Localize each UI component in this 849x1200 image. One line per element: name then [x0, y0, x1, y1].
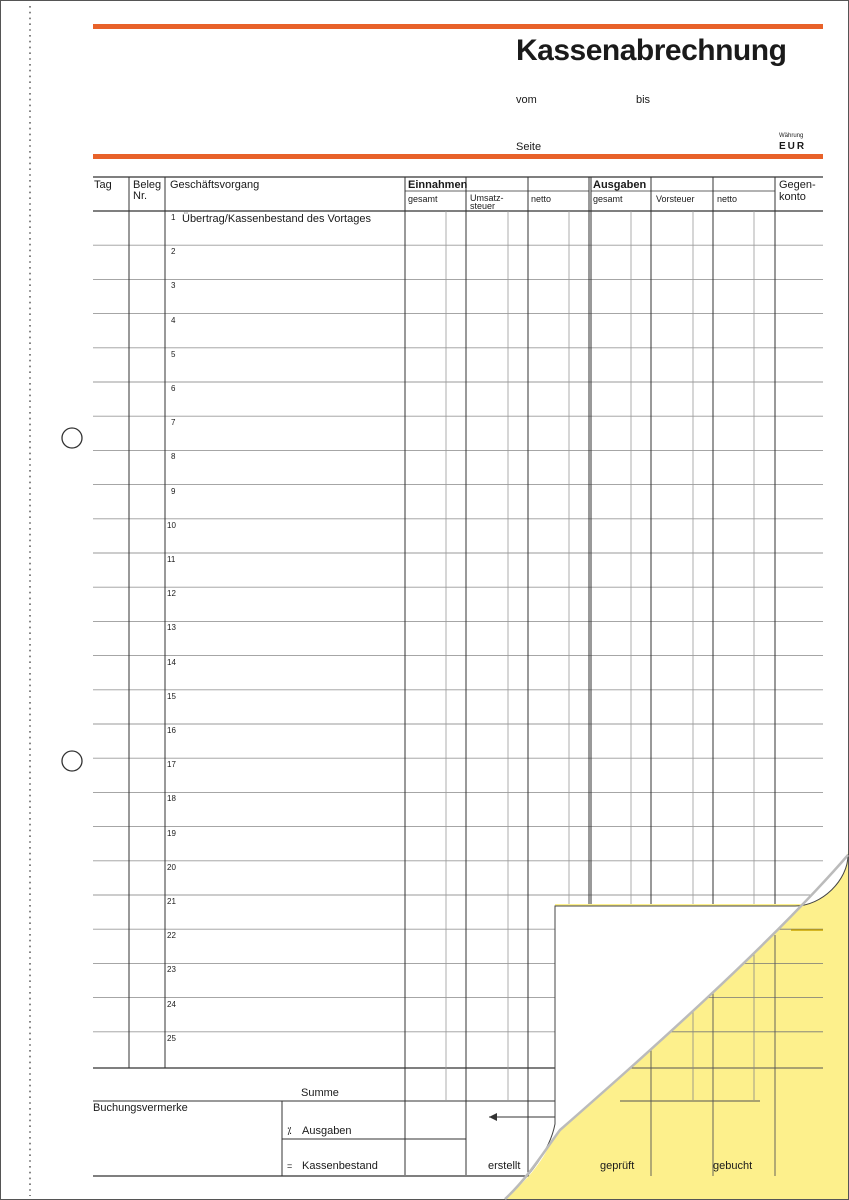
row-number: 13: [167, 623, 176, 633]
col-vorsteuer: Vorsteuer: [656, 194, 695, 204]
gebucht-label: gebucht: [713, 1160, 753, 1172]
row-number: 6: [171, 384, 176, 393]
summe-label: Summe: [301, 1087, 339, 1099]
row-number: 4: [171, 315, 176, 325]
waehrung-value: EUR: [779, 141, 807, 152]
row-number: 19: [167, 828, 176, 838]
col-ausgaben-netto: netto: [717, 194, 738, 204]
row-number: 12: [167, 589, 176, 599]
row-number: 1: [171, 213, 176, 222]
col-gegenkonto: Gegen-: [779, 179, 816, 191]
col-umsatzsteuer-2: steuer: [470, 201, 496, 211]
group-einnahmen: Einnahmen: [408, 179, 468, 191]
row-number: 18: [167, 794, 176, 804]
waehrung-label: Währung: [779, 133, 804, 139]
geprueft-label: geprüft: [600, 1160, 635, 1172]
row-number: 16: [167, 726, 176, 735]
col-umsatzsteuer: Umsatz-: [470, 193, 504, 203]
col-beleg-nr: Nr.: [133, 190, 148, 202]
row-number: 2: [171, 247, 176, 257]
row-number: 14: [167, 657, 176, 667]
erstellt-label: erstellt: [488, 1160, 521, 1172]
col-einnahmen-gesamt: gesamt: [408, 194, 438, 204]
col-geschaeftsvorgang: Geschäftsvorgang: [170, 179, 260, 191]
row-number: 8: [171, 452, 176, 462]
row-number: 21: [167, 897, 176, 906]
row-number: 25: [167, 1033, 176, 1043]
row-number: 5: [171, 349, 176, 359]
ausgaben-footer-label: Ausgaben: [302, 1125, 352, 1137]
punch-hole: [62, 751, 82, 771]
col-gegenkonto-2: konto: [779, 191, 806, 203]
row-text: Übertrag/Kassenbestand des Vortages: [182, 213, 371, 225]
form-title: Kassenabrechnung: [516, 34, 787, 67]
row-number: 10: [167, 520, 176, 530]
vom-label: vom: [516, 94, 537, 106]
row-number: 15: [167, 691, 176, 701]
col-einnahmen-netto: netto: [531, 194, 552, 204]
col-beleg: Beleg: [133, 179, 162, 191]
arrow-head: [489, 1113, 497, 1121]
row-number: 9: [171, 486, 176, 496]
row-number: 24: [167, 999, 176, 1009]
row-number: 23: [167, 965, 176, 975]
col-ausgaben-gesamt: gesamt: [593, 194, 623, 204]
row-number: 7: [171, 418, 176, 428]
row-number: 11: [167, 555, 176, 564]
row-number: 3: [171, 281, 176, 291]
kassenbestand-label: Kassenbestand: [302, 1160, 378, 1172]
accent-bar-bottom: [93, 154, 823, 159]
accent-bar-top: [93, 24, 823, 29]
row-number: 22: [167, 931, 176, 941]
row-number: 17: [167, 760, 176, 770]
group-ausgaben: Ausgaben: [593, 179, 647, 191]
bis-label: bis: [636, 94, 651, 106]
buchungsvermerke-label: Buchungsvermerke: [93, 1102, 188, 1114]
punch-hole: [62, 428, 82, 448]
minus-symbol: ⁒: [287, 1126, 292, 1137]
equals-symbol: =: [287, 1161, 293, 1171]
col-tag: Tag: [94, 179, 112, 191]
seite-label: Seite: [516, 141, 542, 153]
row-number: 20: [167, 862, 176, 872]
